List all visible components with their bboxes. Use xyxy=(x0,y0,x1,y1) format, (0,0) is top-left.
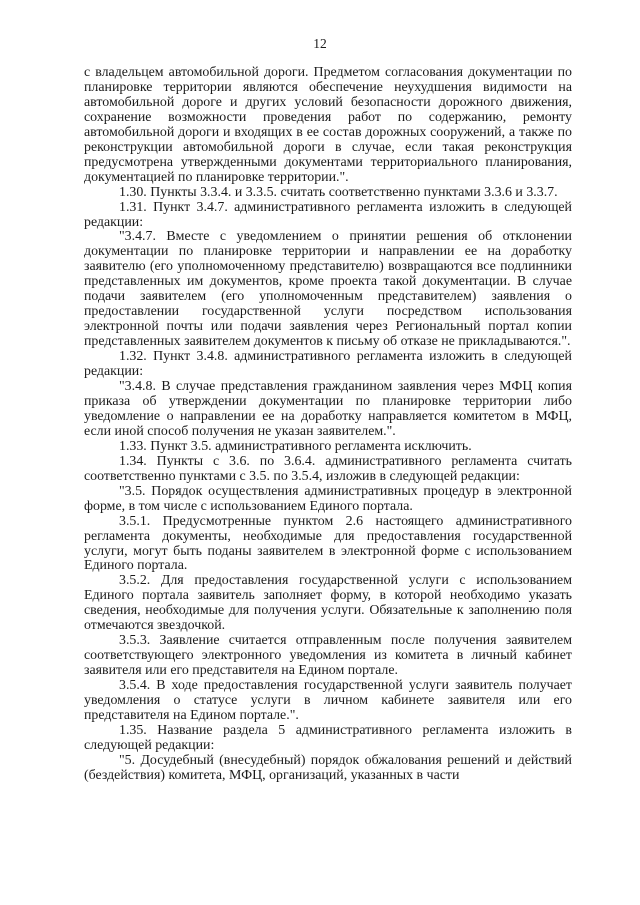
paragraph-item-1-35: 1.35. Название раздела 5 административного регламента изложить в следующей редакции: xyxy=(84,722,572,753)
document-body xyxy=(84,66,572,784)
paragraph-quote-3-5-4: 3.5.4. В ходе предоставления государственной услуги заявитель получает уведомления о статусе услуги в личном кабинете заявителя или его представителя на Едином портале.". xyxy=(84,678,572,723)
paragraph-quote-3-5-3: 3.5.3. Заявление считается отправленным после получения заявителем соответствующего электронного уведомления из комитета в личный кабинет заявителя или его представителя на Едином портале. xyxy=(84,633,572,679)
paragraph-quote-3-5: "3.5. Порядок осуществления административных процедур в электронной форме, в том числе с использованием Единого портала. xyxy=(84,483,572,514)
paragraph-quote-3-4-7: "3.4.7. Вместе с уведомлением о принятии решения об отклонении документации по планировке территории и направлении ее на доработку заявителю (его уполномоченному представителю) возвращаются все подлинники представленных им документов, кроме проекта такой документации. В случае подачи заявителем (его уполномоченным представителем) заявления о предоставлении государственной услуги посредством использования электронной почты или подачи заявления через Региональный портал копии представленных заявителем документов к письму об отказе не прикладываются.". xyxy=(84,229,572,350)
paragraph-quote-3-4-8: "3.4.8. В случае представления гражданином заявления через МФЦ копия приказа об утверждении документации по планировке территории либо уведомление о направлении ее на доработку направляется комитетом в МФЦ, если иной способ получения не указан заявителем.". xyxy=(84,379,572,439)
paragraph-item-1-30: 1.30. Пункты 3.3.4. и 3.3.5. считать соответственно пунктами 3.3.6 и 3.3.7. xyxy=(119,184,558,200)
paragraph-item-1-33: 1.33. Пункт 3.5. административного регламента исключить. xyxy=(119,438,472,454)
paragraph-continuation: с владельцем автомобильной дороги. Предметом согласования документации по планировке территории являются обеспечение неухудшения видимости на автомобильной дороге и других условий безопасности дорожного движения, сохранение возможности проведения работ по содержанию, ремонту автомобильной дороги и входящих в ее состав дорожных сооружений, а также по реконструкции автомобильной дороги в случае, если такая реконструкция предусмотрена утвержденными документами территориального планирования, документацией по планировке территории.". xyxy=(84,65,572,185)
paragraph-quote-3-5-1: 3.5.1. Предусмотренные пунктом 2.6 настоящего административного регламента документы, необходимые для предоставления государственной услуги, могут быть поданы заявителем в электронной форме с использованием Единого портала. xyxy=(84,513,572,574)
page-number: 12 xyxy=(313,36,327,51)
paragraph-item-1-31: 1.31. Пункт 3.4.7. административного регламента изложить в следующей редакции: xyxy=(84,199,572,230)
paragraph-quote-section-5: "5. Досудебный (внесудебный) порядок обжалования решений и действий (бездействия) комитета, МФЦ, организаций, указанных в части xyxy=(84,752,572,783)
paragraph-item-1-34: 1.34. Пункты с 3.6. по 3.6.4. административного регламента считать соответственно пунктами с 3.5. по 3.5.4, изложив в следующей редакции: xyxy=(84,453,572,484)
paragraph-item-1-32: 1.32. Пункт 3.4.8. административного регламента изложить в следующей редакции: xyxy=(84,349,572,380)
paragraph-quote-3-5-2: 3.5.2. Для предоставления государственной услуги с использованием Единого портала заявитель заполняет форму, в которой необходимо указать сведения, необходимые для получения услуги. Обязательные к заполнению поля отмечаются звездочкой. xyxy=(84,573,572,634)
